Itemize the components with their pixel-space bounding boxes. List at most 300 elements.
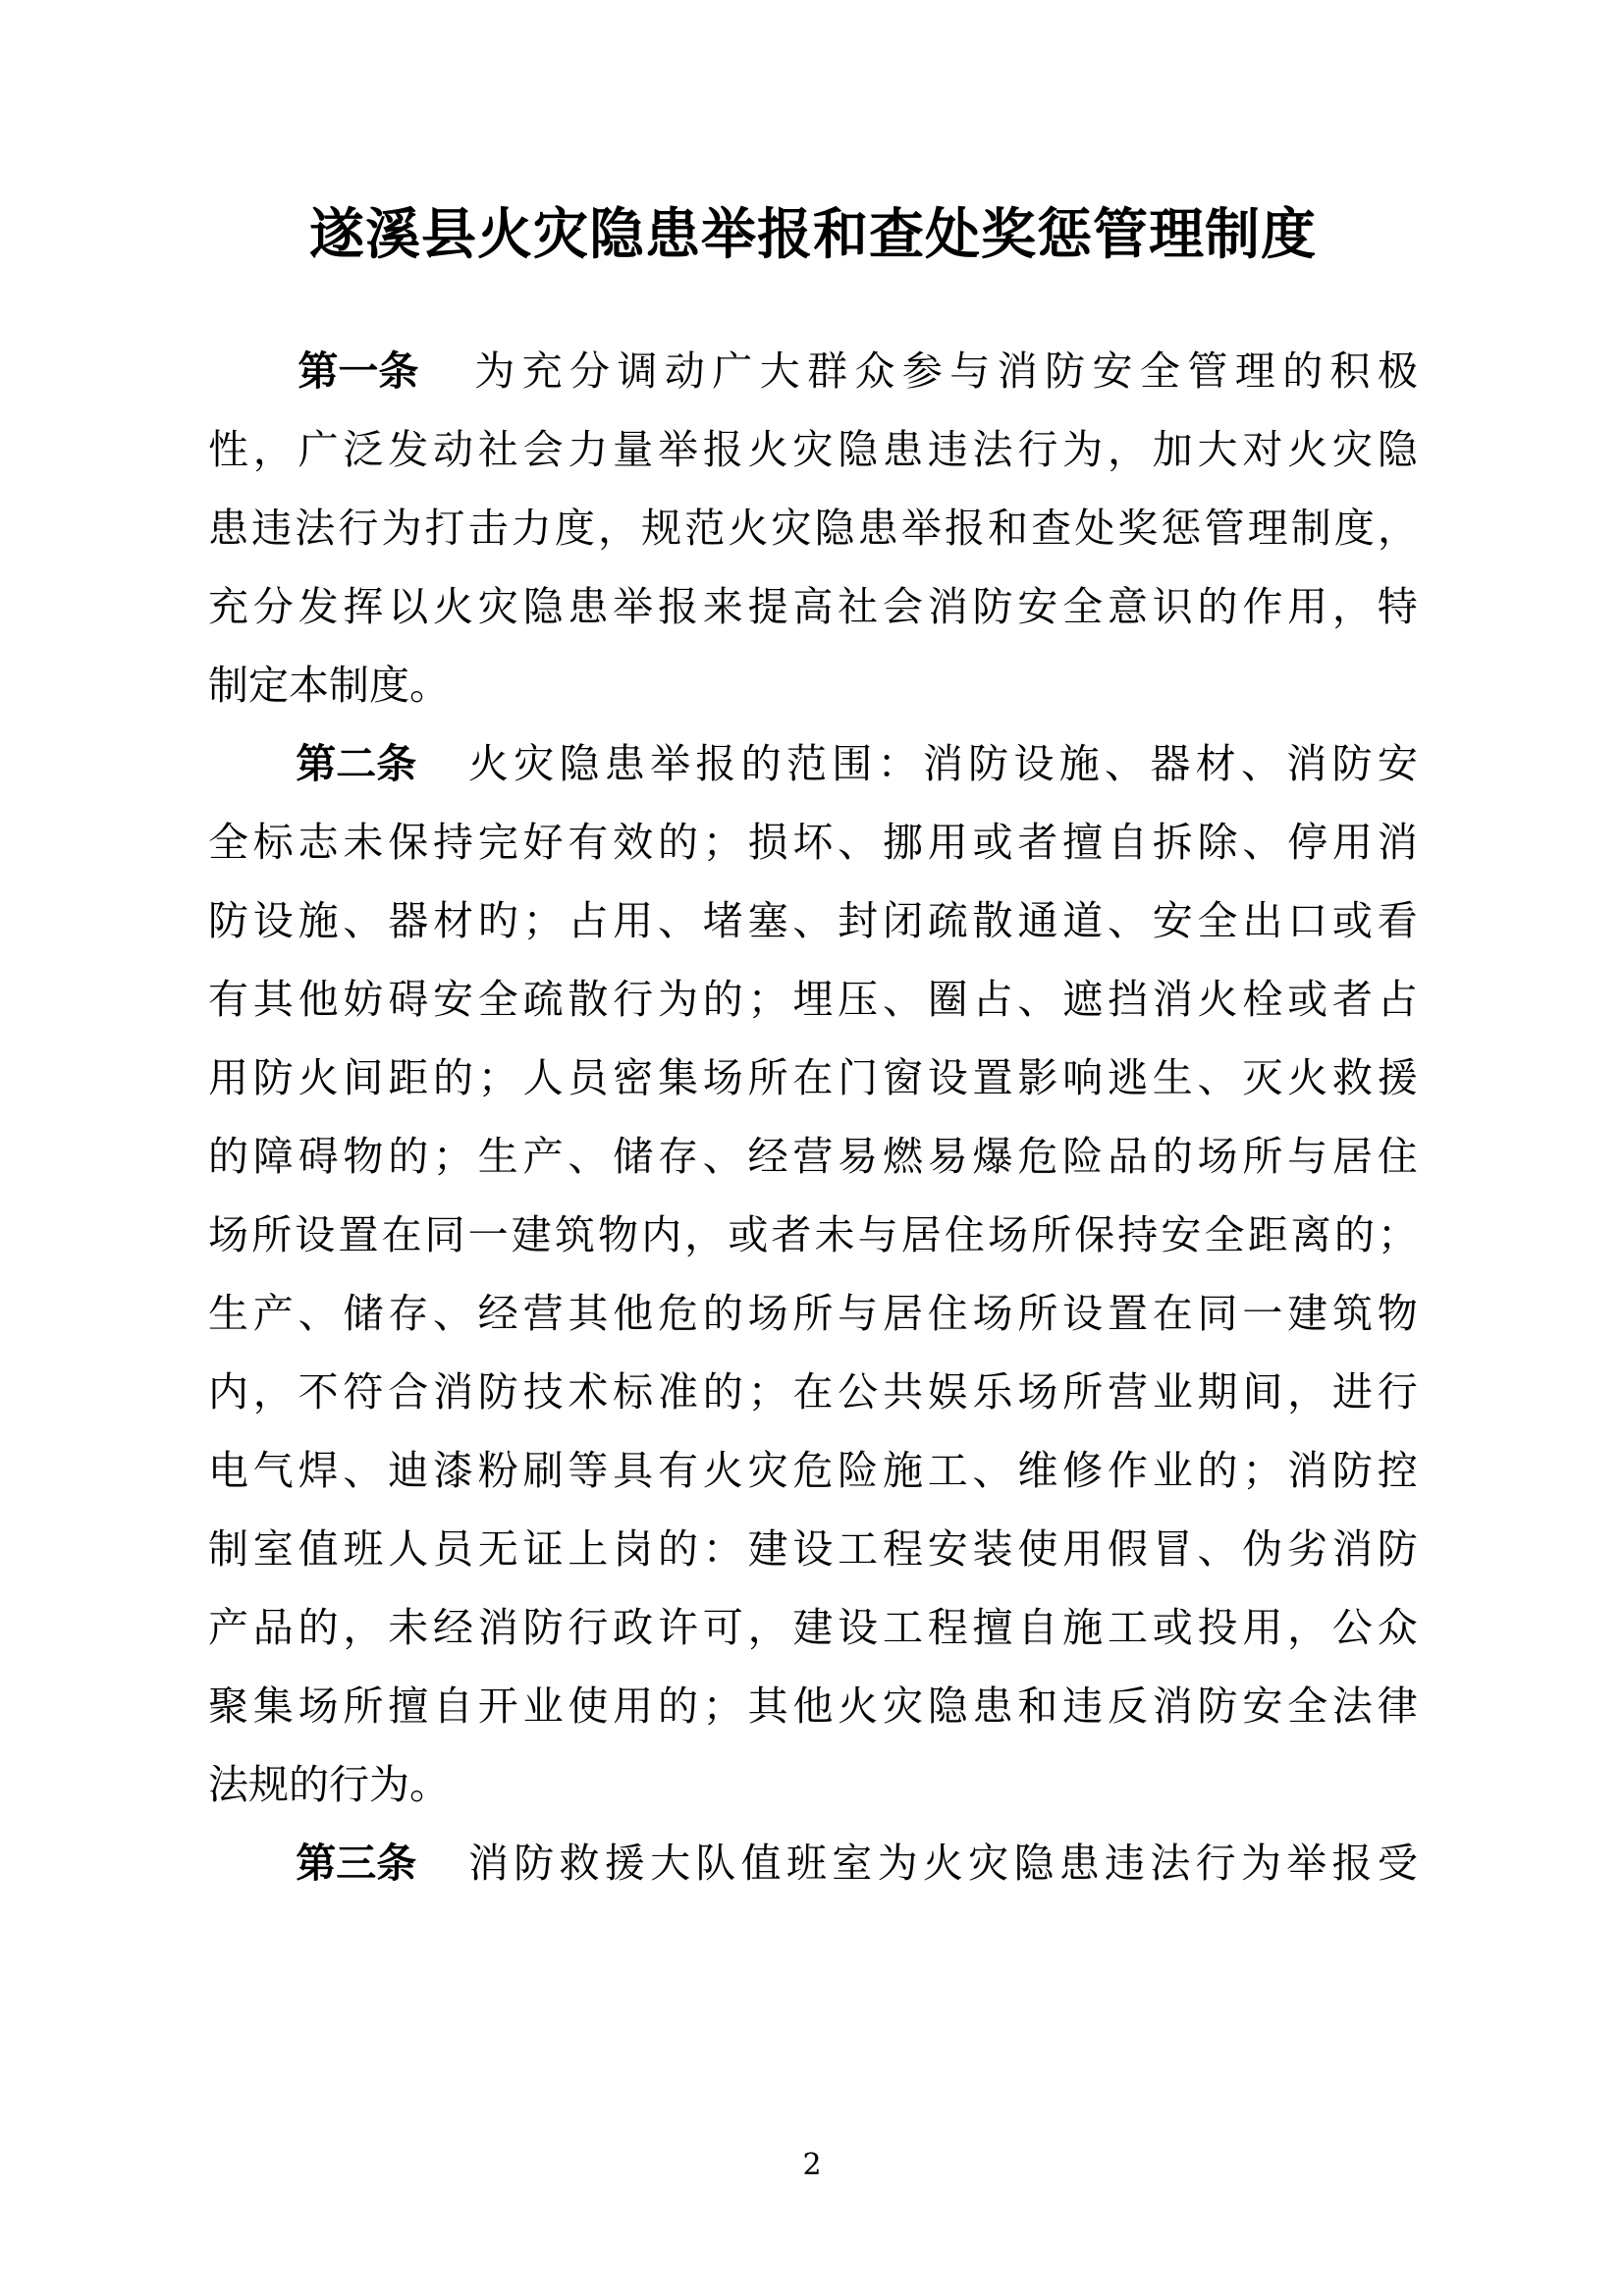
body-char: 岗 — [613, 1525, 654, 1573]
body-char: 查 — [1031, 505, 1072, 552]
article-line — [208, 332, 1418, 410]
body-char: 刷 — [522, 1447, 564, 1494]
body-char: 、 — [882, 976, 923, 1023]
body-char: 其 — [568, 1290, 609, 1337]
body-char: 妨 — [343, 976, 384, 1023]
body-char: 人 — [388, 1525, 429, 1573]
body-char: 乐 — [972, 1368, 1013, 1415]
body-char: 所 — [792, 1290, 834, 1337]
body-char: 全 — [1062, 583, 1104, 630]
body-char: 患 — [568, 583, 609, 630]
body-char: 擅 — [388, 1682, 429, 1730]
body-char: 消 — [1286, 740, 1327, 787]
body-char: 灾 — [477, 583, 518, 630]
body-char: 置 — [972, 1054, 1013, 1101]
body-char: 作 — [1107, 1447, 1148, 1494]
body-char: 报 — [702, 426, 743, 473]
body-char: 建 — [747, 1525, 788, 1573]
body-char: 调 — [617, 347, 658, 395]
body-char: 发 — [298, 583, 339, 630]
body-char: 理 — [1234, 347, 1275, 395]
body-char: 挡 — [1107, 976, 1148, 1023]
body-char: 发 — [388, 426, 429, 473]
body-char: 业 — [1152, 1368, 1193, 1415]
body-char: 或 — [972, 819, 1013, 866]
body-char: 营 — [1107, 1368, 1148, 1415]
body-char: 违 — [251, 505, 293, 552]
body-char: 度 — [1333, 505, 1375, 552]
body-char: 的 — [657, 1682, 698, 1730]
body-char: 和 — [987, 505, 1028, 552]
body-char: 场 — [747, 1290, 788, 1337]
body-char: 报 — [695, 740, 736, 787]
body-char: 充 — [208, 583, 248, 630]
body-char: 、 — [1107, 897, 1148, 944]
body-char: 受 — [1377, 1840, 1418, 1887]
body-char: 安 — [1017, 583, 1058, 630]
body-char: 持 — [1117, 1211, 1159, 1258]
body-char: 行 — [613, 976, 654, 1023]
body-char: 社 — [838, 583, 879, 630]
body-char: 法 — [1150, 1840, 1191, 1887]
body-char: 危 — [792, 1447, 834, 1494]
body-char: 患 — [604, 740, 645, 787]
body-char: 内 — [208, 1368, 248, 1415]
body-char: 效 — [613, 819, 654, 866]
article-line — [208, 724, 1418, 803]
body-char: 安 — [1242, 1682, 1283, 1730]
body-char: 所 — [343, 1682, 384, 1730]
body-char: 场 — [298, 1682, 339, 1730]
body-char: 散 — [972, 897, 1013, 944]
body-char: 场 — [702, 1054, 743, 1101]
body-char: 安 — [1092, 347, 1133, 395]
body-char: 火 — [702, 1447, 743, 1494]
body-char: 完 — [477, 819, 518, 866]
body-char: 用 — [1287, 583, 1328, 630]
page-title: 遂溪县火灾隐患举报和查处奖惩管理制度 — [309, 202, 1317, 267]
body-char: 器 — [1150, 740, 1191, 787]
body-char: 为 — [381, 505, 422, 552]
body-char: 隐 — [522, 583, 564, 630]
body-char: 停 — [1287, 819, 1328, 866]
body-char: 在 — [792, 1054, 834, 1101]
body-char: 会 — [522, 426, 564, 473]
body-char: 违 — [927, 426, 968, 473]
body-char: 火 — [467, 740, 509, 787]
body-char: 、 — [343, 1447, 384, 1494]
body-char: 控 — [1377, 1447, 1418, 1494]
body-char: 隐 — [1377, 426, 1418, 473]
article-label: 第三条 — [296, 1840, 417, 1887]
body-char: 围 — [832, 740, 873, 787]
body-char: 用 — [1242, 1604, 1283, 1651]
body-char: 室 — [832, 1840, 873, 1887]
body-char: 防 — [1377, 1525, 1418, 1573]
body-char: 管 — [1204, 505, 1245, 552]
body-char: 防 — [1197, 1682, 1238, 1730]
body-char: 火 — [922, 1840, 963, 1887]
body-char: 未 — [814, 1211, 855, 1258]
body-char: 场 — [987, 1211, 1028, 1258]
body-char: 间 — [343, 1054, 384, 1101]
body-char: 的 — [289, 1761, 329, 1808]
body-char: 挥 — [343, 583, 384, 630]
body-char: ， — [1287, 1368, 1328, 1415]
body-char: 行 — [338, 505, 379, 552]
body-char: 除 — [1197, 819, 1238, 866]
body-char: 安 — [1152, 897, 1193, 944]
body-char: 的 — [657, 1525, 698, 1573]
body-char: 性 — [208, 426, 248, 473]
body-char: 无 — [477, 1525, 518, 1573]
body-char: 援 — [1377, 1054, 1418, 1101]
body-char: 理 — [1247, 505, 1288, 552]
body-char: 筑 — [554, 1211, 595, 1258]
body-char: 筑 — [1331, 1290, 1373, 1337]
body-char: 气 — [252, 1447, 294, 1494]
body-char: 报 — [1331, 1840, 1373, 1887]
body-char: 出 — [1242, 897, 1283, 944]
body-char: 举 — [657, 426, 698, 473]
body-char: 消 — [1331, 1525, 1373, 1573]
body-char: ， — [343, 1604, 384, 1651]
body-char: 设 — [838, 1604, 879, 1651]
body-char: 工 — [838, 1525, 879, 1573]
body-char: 的 — [702, 1290, 743, 1337]
body-char: 等 — [568, 1447, 609, 1494]
body-char: 消 — [1377, 819, 1418, 866]
body-char: 材 — [1195, 740, 1236, 787]
body-char: 一 — [1242, 1290, 1283, 1337]
body-char: 劣 — [1287, 1525, 1328, 1573]
body-char: 挪 — [882, 819, 923, 866]
body-char: 营 — [522, 1290, 564, 1337]
body-char: 的 — [1152, 1133, 1193, 1180]
body-char: 广 — [712, 347, 753, 395]
article-label: 第二条 — [296, 740, 417, 787]
body-char: 假 — [1107, 1525, 1148, 1573]
body-char: 爆 — [972, 1133, 1013, 1180]
body-char: 、 — [702, 1133, 743, 1180]
body-char: 范 — [785, 740, 827, 787]
body-char: 全 — [208, 819, 248, 866]
body-char: 法 — [208, 1761, 248, 1808]
body-char: 极 — [1377, 347, 1418, 395]
body-char: 危 — [1017, 1133, 1058, 1180]
body-char: 法 — [295, 505, 336, 552]
body-char: 的 — [298, 1604, 339, 1651]
body-char: 坏 — [792, 819, 834, 866]
body-char: 住 — [927, 1290, 968, 1337]
body-char: 投 — [1197, 1604, 1238, 1651]
body-char: 储 — [343, 1290, 384, 1337]
body-char: 本 — [289, 662, 329, 709]
body-char: 用 — [1062, 1525, 1104, 1573]
body-char: 加 — [1152, 426, 1193, 473]
body-char: 维 — [1017, 1447, 1058, 1494]
body-char: 防 — [522, 1604, 564, 1651]
body-char: 安 — [927, 1525, 968, 1573]
body-char: 在 — [381, 1211, 422, 1258]
body-char: 惩 — [1161, 505, 1202, 552]
body-char: 隐 — [927, 1682, 968, 1730]
body-line — [208, 881, 1418, 960]
body-char: 住 — [944, 1211, 985, 1258]
body-char: 防 — [252, 1054, 294, 1101]
body-char: 众 — [1377, 1604, 1418, 1651]
body-char: 与 — [949, 347, 991, 395]
body-char: 所 — [1031, 1211, 1072, 1258]
body-char: 娱 — [927, 1368, 968, 1415]
body-char: 工 — [927, 1447, 968, 1494]
body-char: 众 — [854, 347, 895, 395]
body-char: 灾 — [747, 1447, 788, 1494]
body-char: 和 — [1017, 1682, 1058, 1730]
body-char: 积 — [1329, 347, 1371, 395]
body-char: ； — [702, 819, 743, 866]
body-char: 粉 — [477, 1447, 518, 1494]
body-char: 公 — [1331, 1604, 1373, 1651]
body-char: 的 — [657, 819, 698, 866]
body-char: 易 — [838, 1133, 879, 1180]
body-char: 举 — [613, 583, 654, 630]
body-char: 不 — [298, 1368, 339, 1415]
body-char: 患 — [857, 505, 898, 552]
page-content — [208, 183, 1418, 1902]
body-char: 场 — [1197, 1133, 1238, 1180]
body-char: 范 — [684, 505, 726, 552]
body-char: ； — [702, 1682, 743, 1730]
body-char: 开 — [477, 1682, 518, 1730]
body-char: 的 — [702, 1368, 743, 1415]
body-char: ， — [1377, 505, 1418, 552]
body-char: 碍 — [388, 976, 429, 1023]
body-char: 特 — [1377, 583, 1418, 630]
body-char: 拆 — [1152, 819, 1193, 866]
body-char: 材 — [432, 897, 473, 944]
body-char: 防 — [968, 740, 1009, 787]
body-char: 隐 — [838, 426, 879, 473]
body-char: 群 — [807, 347, 848, 395]
body-char: ， — [747, 1604, 788, 1651]
body-char: 防 — [1045, 347, 1086, 395]
body-char: 易 — [927, 1133, 968, 1180]
body-char: 法 — [1331, 1682, 1373, 1730]
body-char: 燃 — [882, 1133, 923, 1180]
body-char: 其 — [747, 1682, 788, 1730]
body-line — [208, 1117, 1418, 1196]
body-char: 灭 — [1242, 1054, 1283, 1101]
body-char: 火 — [1287, 1054, 1328, 1101]
body-char: 持 — [432, 819, 473, 866]
body-char: 用 — [1331, 819, 1373, 866]
body-char: 隐 — [814, 505, 855, 552]
body-char: 班 — [343, 1525, 384, 1573]
body-char: 全 — [1204, 1211, 1245, 1258]
body-char: 的 — [702, 976, 743, 1023]
body-char: 居 — [900, 1211, 942, 1258]
body-char: 、 — [792, 897, 834, 944]
body-char: 具 — [613, 1447, 654, 1494]
body-char: 行 — [1377, 1368, 1418, 1415]
body-char: 或 — [728, 1211, 769, 1258]
body-char: 共 — [882, 1368, 923, 1415]
body-char: 擅 — [972, 1604, 1013, 1651]
body-char: 救 — [1331, 1054, 1373, 1101]
body-char: 力 — [568, 426, 609, 473]
body-char: 、 — [657, 897, 698, 944]
body-char: 的 — [740, 740, 782, 787]
body-char: 灾 — [514, 740, 555, 787]
body-char: 有 — [208, 976, 248, 1023]
body-char: 、 — [1197, 1054, 1238, 1101]
body-char: 物 — [1377, 1290, 1418, 1337]
body-char: 旳 — [477, 897, 518, 944]
body-char: 有 — [657, 1447, 698, 1494]
body-char: 高 — [792, 583, 834, 630]
body-char: 有 — [568, 819, 609, 866]
body-char: 消 — [432, 1368, 473, 1415]
body-char: 埋 — [792, 976, 834, 1023]
body-char: 门 — [838, 1054, 879, 1101]
body-char: 防 — [972, 583, 1013, 630]
body-char: 密 — [613, 1054, 654, 1101]
body-char: 的 — [388, 1133, 429, 1180]
body-char: 修 — [1062, 1447, 1104, 1494]
body-char: 所 — [1017, 1290, 1058, 1337]
body-char: 患 — [972, 1682, 1013, 1730]
body-char: 行 — [1017, 426, 1058, 473]
body-char: 生 — [1152, 1054, 1193, 1101]
body-line — [208, 803, 1418, 881]
body-char: 用 — [613, 1682, 654, 1730]
body-char: 防 — [514, 1840, 555, 1887]
body-char: 队 — [695, 1840, 736, 1887]
body-char: 离 — [1290, 1211, 1331, 1258]
body-char: 参 — [901, 347, 943, 395]
body-char: ： — [702, 1525, 743, 1573]
body-char: 规 — [248, 1761, 289, 1808]
body-char: 建 — [792, 1604, 834, 1651]
body-char: 疏 — [927, 897, 968, 944]
body-char: 储 — [613, 1133, 654, 1180]
body-char: 物 — [597, 1211, 638, 1258]
body-char: 设 — [1062, 1290, 1104, 1337]
body-char: 所 — [1242, 1133, 1283, 1180]
body-char: 提 — [747, 583, 788, 630]
body-char: 分 — [569, 347, 611, 395]
body-char: 居 — [1331, 1133, 1373, 1180]
body-char: 自 — [432, 1682, 473, 1730]
body-char: 碍 — [298, 1133, 339, 1180]
body-char: 火 — [728, 505, 769, 552]
body-char: 塞 — [747, 897, 788, 944]
body-char: 建 — [1287, 1290, 1328, 1337]
body-char: 迪 — [388, 1447, 429, 1494]
document-body — [208, 332, 1418, 1902]
body-char: ； — [522, 897, 564, 944]
body-char: 或 — [1331, 897, 1373, 944]
body-char: 距 — [1247, 1211, 1288, 1258]
body-char: 存 — [388, 1290, 429, 1337]
body-char: 消 — [922, 740, 963, 787]
body-char: 期 — [1197, 1368, 1238, 1415]
body-char: 好 — [522, 819, 564, 866]
body-char: 标 — [613, 1368, 654, 1415]
body-char: 响 — [1062, 1054, 1104, 1101]
body-char: 制 — [208, 662, 248, 709]
body-char: 、 — [298, 1290, 339, 1337]
body-char: ； — [1242, 1447, 1283, 1494]
body-char: 室 — [252, 1525, 294, 1573]
body-char: 设 — [1013, 740, 1055, 787]
body-char: 使 — [568, 1682, 609, 1730]
body-char: 合 — [388, 1368, 429, 1415]
body-char: 志 — [298, 819, 339, 866]
body-char: 火 — [1197, 976, 1238, 1023]
body-char: 制 — [1290, 505, 1331, 552]
body-char: 程 — [882, 1525, 923, 1573]
body-char: 冒 — [1152, 1525, 1193, 1573]
body-char: 消 — [927, 583, 968, 630]
body-char: 举 — [900, 505, 942, 552]
body-char: 品 — [252, 1604, 294, 1651]
body-char: 设 — [252, 897, 294, 944]
body-char: 或 — [1152, 1604, 1193, 1651]
body-char: 建 — [511, 1211, 552, 1258]
body-char: 与 — [857, 1211, 898, 1258]
body-char: 防 — [477, 1368, 518, 1415]
body-char: 力 — [511, 505, 552, 552]
body-char: 自 — [1017, 1604, 1058, 1651]
body-char: 险 — [1062, 1133, 1104, 1180]
body-char: 逃 — [1107, 1054, 1148, 1101]
body-char: 影 — [1017, 1054, 1058, 1101]
body-char: 场 — [1017, 1368, 1058, 1415]
body-char: 患 — [208, 505, 248, 552]
body-char: 定 — [248, 662, 289, 709]
body-char: 人 — [522, 1054, 564, 1101]
body-char: 防 — [1331, 1447, 1373, 1494]
body-char: 的 — [208, 1133, 248, 1180]
body-char: 、 — [568, 1133, 609, 1180]
body-char: 行 — [1195, 1840, 1236, 1887]
body-char: 置 — [338, 1211, 379, 1258]
body-char: 大 — [650, 1840, 691, 1887]
body-char: 火 — [298, 1054, 339, 1101]
body-char: 自 — [1107, 819, 1148, 866]
body-char: 公 — [838, 1368, 879, 1415]
body-char: 、 — [1240, 740, 1281, 787]
body-char: 营 — [792, 1133, 834, 1180]
body-char: 火 — [432, 583, 473, 630]
body-char: ； — [432, 1133, 473, 1180]
body-char: 员 — [568, 1054, 609, 1101]
body-char: 用 — [208, 1054, 248, 1101]
body-char: 来 — [702, 583, 743, 630]
body-char: 会 — [882, 583, 923, 630]
body-char: 工 — [1107, 1604, 1148, 1651]
body-char: 品 — [1107, 1133, 1148, 1180]
body-char: 作 — [1242, 583, 1283, 630]
body-char: 占 — [568, 897, 609, 944]
body-char: 业 — [522, 1682, 564, 1730]
body-char: 行 — [568, 1604, 609, 1651]
body-char: 班 — [785, 1840, 827, 1887]
body-char: 未 — [343, 819, 384, 866]
body-char: 消 — [997, 347, 1038, 395]
